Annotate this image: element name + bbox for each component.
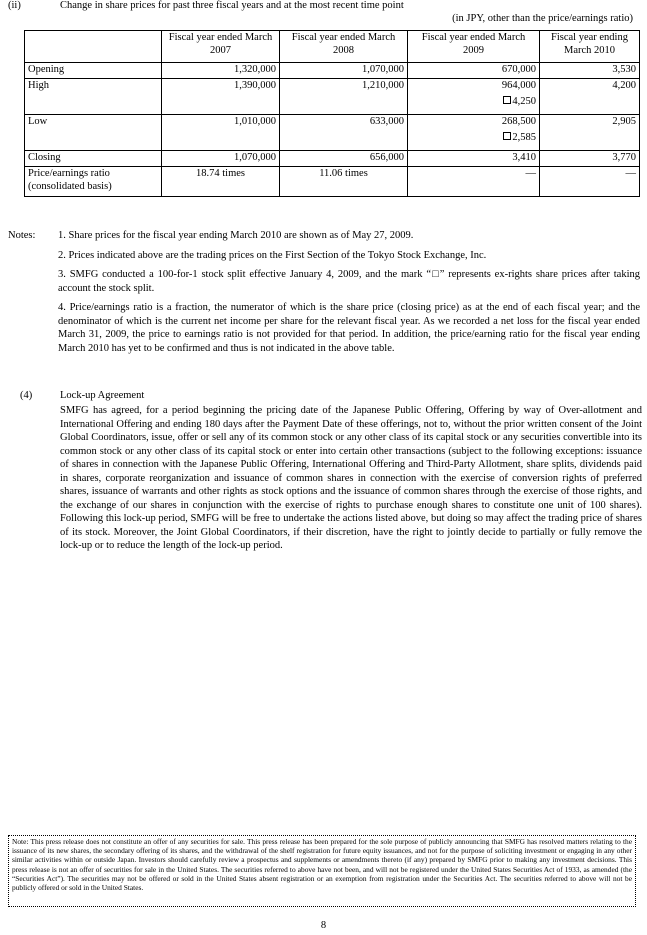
table-cell: 3,530 [540, 63, 640, 79]
note-item: 4. Price/earnings ratio is a fraction, the numerator of which is the share price (closing price) as at the end of each fiscal year; and the denominator of which is the current net income per share for the relevant fiscal year. As we recorded a net loss for the fiscal year ended March 31, 2009, the price to earnings ratio is not provided for that period. In addition, the price/earning ratio for the fiscal year ending March 2010 has yet to be confirmed and thus is not indicated in the above table. [58, 302, 640, 354]
unit-note: (in JPY, other than the price/earnings ratio) [452, 13, 633, 24]
table-cell: 1,070,000 [280, 63, 408, 79]
note-item: 2. Prices indicated above are the trading prices on the First Section of the Tokyo Stock Exchange, Inc. [58, 249, 487, 261]
table-row-high [25, 79, 640, 115]
table-cell-value: 268,500 [501, 116, 536, 127]
table-cell: 18.74 times [162, 167, 280, 197]
table-cell: 670,000 [408, 63, 540, 79]
table-cell: 2,905 [540, 115, 640, 151]
table-row-opening [25, 63, 640, 79]
notes-section [8, 229, 640, 361]
table-cell-multiline [408, 115, 540, 151]
table-cell: 656,000 [280, 151, 408, 167]
table-cell: — [408, 167, 540, 197]
table-cell-multiline [408, 79, 540, 115]
table-row-pe-ratio [25, 167, 640, 197]
disclaimer-box: Note: This press release does not constitute an offer of any securities for sale. This press release has been prepared for the sole purpose of publicly announcing that SMFG has resolved matters relating to the issuance of its new shares, the secondary offering of its shares, and the withdrawal of the shelf registration for future equity issuances, and not for the purpose of soliciting investment or engaging in any other similar activities within or outside Japan. Investors should carefully review a prospectus and supplements or amendments thereto (if any) prepared by SMFG prior to making any investment decisions. This press release is not an offer of securities for sale in the United States. The securities referred to above have not been, and will not be registered under the United States Securities Act of 1933, as amended (the “Securities Act”). The securities may not be offered or sold in the United States absent registration or an exemption from registration under the Securities Act. The securities referred to above will not be publicly offered or sold in the United States. [8, 835, 636, 907]
row-label: High [25, 79, 162, 115]
table-cell: 4,200 [540, 79, 640, 115]
table-cell: 1,070,000 [162, 151, 280, 167]
table-row-closing [25, 151, 640, 167]
header-cell-fy2010: Fiscal year ending March 2010 [540, 31, 640, 63]
table-header-row [25, 31, 640, 63]
table-cell: 1,210,000 [280, 79, 408, 115]
table-cell: 1,010,000 [162, 115, 280, 151]
row-label: Low [25, 115, 162, 151]
share-price-table [24, 30, 640, 197]
row-label-line: (consolidated basis) [28, 181, 112, 192]
table-cell: 11.06 times [280, 167, 408, 197]
lockup-number: (4) [20, 390, 33, 401]
header-cell-empty [25, 31, 162, 63]
table-cell: 3,770 [540, 151, 640, 167]
header-cell-fy2007: Fiscal year ended March 2007 [162, 31, 280, 63]
table-cell-value: 964,000 [501, 80, 536, 91]
section-number: (ii) [8, 0, 21, 11]
table-cell: 633,000 [280, 115, 408, 151]
row-label: Closing [25, 151, 162, 167]
table-cell: 3,410 [408, 151, 540, 167]
section-title: Change in share prices for past three fiscal years and at the most recent time point [60, 0, 404, 11]
table-cell: 1,390,000 [162, 79, 280, 115]
lockup-body: SMFG has agreed, for a period beginning the pricing date of the Japanese Public Offering, Offering by way of Over-allotment and International Offering and ending 180 days after the Payment Date of these offerings, not to, without the prior written consent of the Joint Global Coordinators, issue, offer or sell any of its common stock or any other class of its capital stock or any securities convertible into its common stock or any other class of its capital stock or enter into certain other transactions (subject to the following exceptions: issuance of shares in connection with the Japanese Public Offering, International Offering and Third-Party Allotment, share splits, dividends paid in shares, corporate reorganization and issuance of common shares in connection with the exercise of conversion rights of preferred shares, issuance of warrants and other rights as stock options and the issuance of common shares through the exercise of those rights, and the exchange of our shares in conjunction with the exercise of rights to purchase enough shares to constitute one unit of 100 shares). Following this lock-up period, SMFG will be free to undertake the actions listed above, but doing so may affect the trading price of shares of its stock. Moreover, the Joint Global Coordinators, if their discretion, have the right to jointly decide to partially or fully remove the lock-up or to reduce the length of the lock-up period. [60, 405, 642, 551]
header-cell-fy2009: Fiscal year ended March 2009 [408, 31, 540, 63]
header-cell-fy2008: Fiscal year ended March 2008 [280, 31, 408, 63]
table-cell: — [540, 167, 640, 197]
ex-rights-mark-icon [503, 96, 511, 104]
notes-label: Notes: [8, 230, 36, 241]
table-row-low [25, 115, 640, 151]
row-label: Opening [25, 63, 162, 79]
ex-rights-value: 2,585 [512, 132, 536, 143]
ex-rights-mark-icon [503, 132, 511, 140]
ex-rights-value: 4,250 [512, 96, 536, 107]
page-number: 8 [320, 920, 327, 931]
note-item: 3. SMFG conducted a 100-for-1 stock split effective January 4, 2009, and the mark “□” represents ex-rights share prices after taking account the stock split. [58, 269, 640, 294]
lockup-title: Lock-up Agreement [60, 390, 145, 401]
row-label-line: Price/earnings ratio [28, 168, 110, 179]
note-item: 1. Share prices for the fiscal year ending March 2010 are shown as of May 27, 2009. [58, 230, 414, 241]
table-cell: 1,320,000 [162, 63, 280, 79]
row-label [25, 167, 162, 197]
